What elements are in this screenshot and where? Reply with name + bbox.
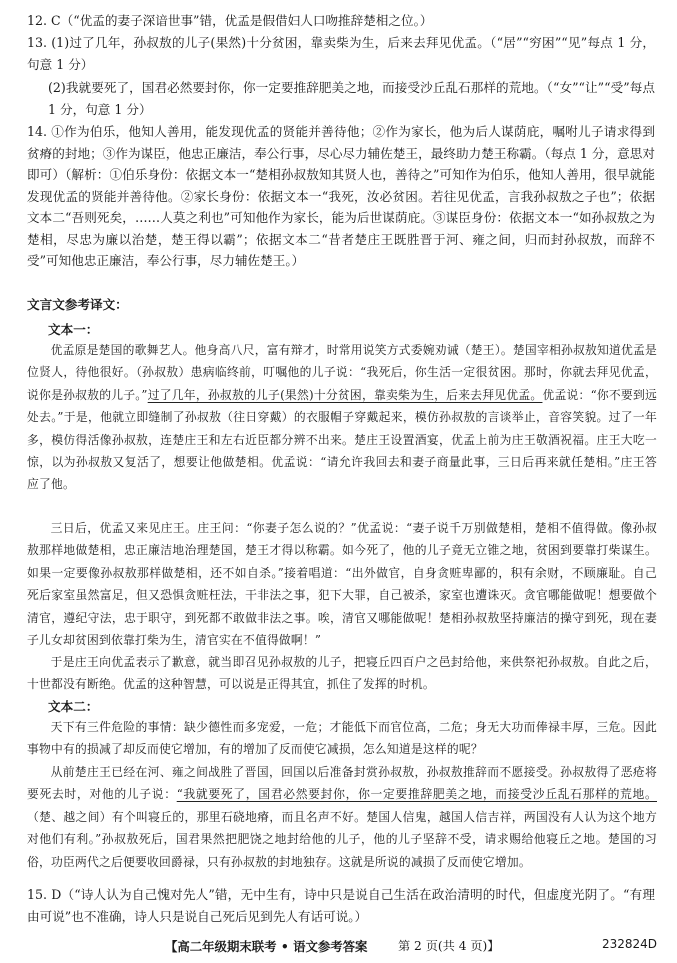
text1-p1-part-a: 优孟原是楚国的歌舞艺人。他身高八尺，富有辩才，时常用说笑方式委婉劝诫（楚王）。楚国宰相孙叔敖知道优孟是位贤人，待他很好。（孙叔敖）患病临终前，叮嘱他的儿子说：“我死后，你生活一定很贫困。那时，你就去拜见优孟，说你是孙叔敖的儿子。” — [27, 343, 657, 402]
answer-q15: 15. D（“诗人认为自己愧对先人”错，无中生有，诗中只是说自己生活在政治清明的时代，但虚度光阴了。“有理由可说”也不准确，诗人只是说自己死后见到先人有话可说。） — [27, 887, 655, 924]
text2-p2-part-b: （楚、越之间）有个叫寝丘的，那里石硗地瘠，而且名声不好。楚国人信鬼，越国人信吉祥，两国没有人认为这个地方对他们有利。”孙叔敖死后，国君果然把肥饶之地封给他的儿子，他的儿子坚辞不受，请求赐给他寝丘之地。楚国的习俗，功臣两代之后便要收回爵禄，只有孙叔敖的封地独存。这就是所说的减损了反而使它增加。 — [27, 809, 657, 869]
text1-p1-underlined: 过了几年，孙叔敖的儿子(果然)十分贫困，靠卖柴为生，后来去拜见优孟。 — [147, 387, 543, 402]
answer-q13-part1: 13. (1)过了几年，孙叔敖的儿子(果然)十分贫困，靠卖柴为生，后来去拜见优孟。（“居”“穷困”“见”每点 1 分，句意 1 分） — [27, 35, 655, 72]
text2-paragraph-1: 天下有三件危险的事情：缺少德性而多宠爱，一危；才能低下而官位高，二危；身无大功而俸禄丰厚，三危。因此事物中有的损减了却反而使它增加，有的增加了反而使它减损，怎么知道是这样的呢？ — [27, 720, 657, 757]
text1-heading: 文本一： — [48, 322, 99, 337]
footer-page-number: 第 2 页(共 4 页)】 — [398, 939, 500, 953]
text2-p2-part-a: 从前楚庄王已经在河、雍之间战胜了晋国，回国以后准备封赏孙叔敖，孙叔敖推辞而不愿接受。孙叔敖得了恶疮将要死去时，对他的儿子说： — [27, 765, 657, 802]
translation-heading: 文言文参考译文： — [27, 297, 128, 312]
page-footer — [0, 937, 677, 957]
text1-paragraph-2: 三日后，优孟又来见庄王。庄王问：“你妻子怎么说的？”优孟说：“妻子说千万别做楚相，楚相不值得做。像孙叔敖那样地做楚相，忠正廉洁地治理楚国，楚王才得以称霸。如今死了，他的儿子竟无立锥之地，贫困到要靠打柴谋生。如果一定要像孙叔敖那样做楚相，还不如自杀。”接着唱道：“出外做官，自身贪赃卑鄙的，积有余财，不顾廉耻。自己死后家室虽然富足，但又恐惧贪赃枉法，干非法之事，犯下大罪，自己被杀，家室也遭诛灭。贪官哪能做呢！想要做个清官，遵纪守法，忠于职守，到死都不敢做非法之事。唉，清官又哪能做呢！楚相孙叔敖坚持廉洁的操守到死，现在妻子儿女却贫困到依靠打柴为生，清官实在不值得做啊！” — [27, 521, 657, 648]
text2-paragraph-2 — [27, 761, 657, 873]
answer-q12: 12. C（“优孟的妻子深谙世事”错，优孟是假借妇人口吻推辞楚相之位。） — [27, 13, 433, 28]
text2-p2-underlined: “我就要死了，国君必然要封你，你一定要推辞肥美之地，而接受沙丘乱石那样的荒地。 — [176, 787, 657, 802]
text1-p1-part-b: 优孟说：“你不要到远处去。”于是，他就立即缝制了孙叔敖（往日穿戴）的衣服帽子穿戴起来，模仿孙叔敖的言谈举止，音容笑貌。过了一年多，模仿得活像孙叔敖，连楚庄王和左右近臣都分辨不出来。楚庄王设置酒宴，优孟上前为庄王敬酒祝福。庄王大吃一惊，以为孙叔敖又复活了，想要让他做楚相。优孟说：“请允许我回去和妻子商量此事，三日后再来就任楚相。”庄王答应了他。 — [27, 387, 657, 492]
text1-paragraph-1 — [27, 339, 657, 496]
footer-title: 【高二年级期末联考 • 语文参考答案 — [165, 939, 368, 954]
answer-q13-part2: (2)我就要死了，国君必然要封你，你一定要推辞肥美之地，而接受沙丘乱石那样的荒地。（“女”“让”“受”每点 1 分，句意 1 分） — [48, 80, 655, 117]
text2-heading: 文本二： — [48, 699, 99, 714]
footer-code: 232824D — [601, 937, 657, 951]
text1-paragraph-3: 于是庄王向优孟表示了歉意，就当即召见孙叔敖的儿子，把寝丘四百户之邑封给他，来供祭祀孙叔敖。自此之后，十世都没有断绝。优孟的这种智慧，可以说是正得其宜，抓住了发挥的时机。 — [27, 655, 657, 692]
answer-q14: 14. ①作为伯乐，他知人善用，能发现优孟的贤能并善待他；②作为家长，他为后人谋荫庇，嘱咐儿子请求得到贫瘠的封地；③作为谋臣，他忠正廉洁，奉公行事，尽心尽力辅佐楚王，最终助力楚王称霸。（每点 1 分，意思对即可）（解析：①伯乐身份：依据文本一“楚相孙叔敖知其贤人也，善待之”可知作为伯乐，他知人善用，很早就能发现优孟的贤能并善待他。②家长身份：依据文本一“我死，汝必贫困。若往见优孟，言我孙叔敖之子也”；依据文本二“吾则死矣，……人莫之利也”可知他作为家长，能为后世谋荫庇。③谋臣身份：依据文本一“如孙叔敖之为楚相，尽忠为廉以治楚，楚王得以霸”；依据文本二“昔者楚庄王既胜晋于河、雍之间，归而封孙叔敖，而辞不受”可知他忠正廉洁，奉公行事，尽力辅佐楚王。） — [27, 124, 655, 268]
